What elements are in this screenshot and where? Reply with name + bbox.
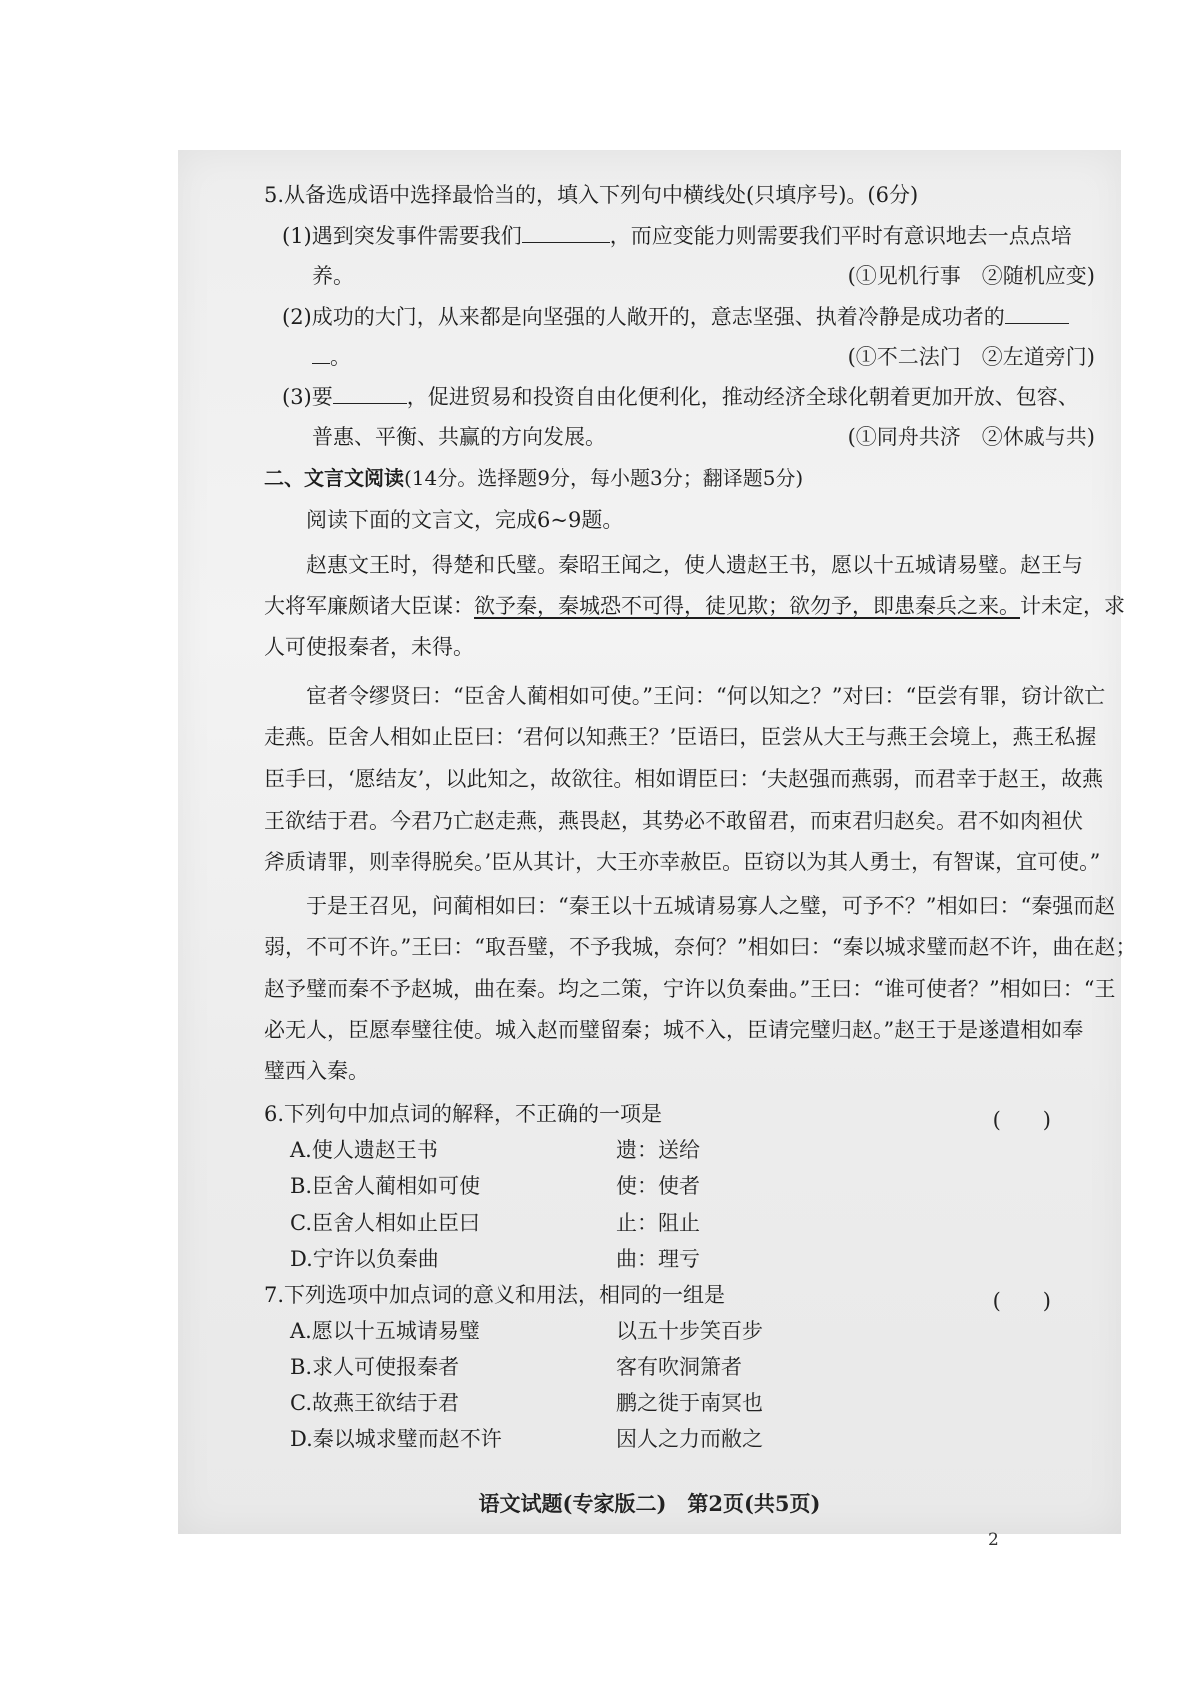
q6-option-b-gloss: 使：使者 — [616, 1174, 700, 1198]
q5-s3-part-a: (3)要 — [282, 385, 333, 409]
q5-s2-options: (①不二法门 ②左道旁门) — [847, 345, 1095, 369]
page-number: 2 — [988, 1530, 999, 1550]
q5-title: 5.从备选成语中选择最恰当的，填入下列句中横线处(只填序号)。(6分) — [264, 183, 919, 207]
passage-underlined-sentence: 欲予秦，秦城恐不可得，徒见欺；欲勿予，即患秦兵之来。 — [474, 594, 1020, 618]
q5-s1-options: (①见机行事 ②随机应变) — [847, 264, 1095, 288]
q7-stem: 7.下列选项中加点词的意义和用法，相同的一组是 — [264, 1283, 726, 1307]
q7-option-c-compare: 鹏之徙于南冥也 — [616, 1391, 763, 1415]
q7-option-a-compare: 以五十步笑百步 — [616, 1319, 763, 1343]
scanned-exam-page — [178, 150, 1137, 1534]
q5-s1-line1 — [282, 221, 1072, 251]
q7-option-d: D.秦以城求璧而赵不许 — [290, 1427, 502, 1451]
passage-p3-l4: 必无人，臣愿奉璧往使。城入赵而璧留秦；城不入，臣请完璧归赵。”赵王于是遂遣相如奉 — [264, 1018, 1084, 1042]
q6-option-d-gloss: 曲：理亏 — [616, 1247, 700, 1271]
q5-s2-line2 — [312, 342, 351, 372]
passage-p3-l1: 于是王召见，问蔺相如曰：“秦王以十五城请易寡人之璧，可予不？”相如曰：“秦强而赵 — [306, 894, 1116, 918]
q5-s3-blank[interactable] — [333, 383, 407, 404]
passage-p1-l2-b: 计未定，求 — [1020, 594, 1125, 618]
q5-s2-part-a: (2)成功的大门，从来都是向坚强的人敞开的，意志坚强、执着冷静是成功者的 — [282, 305, 1005, 329]
q6-option-c: C.臣舍人相如止臣曰 — [290, 1211, 480, 1235]
q7-option-a: A.愿以十五城请易璧 — [290, 1319, 480, 1343]
passage-p2-l3: 臣手曰，‘愿结友’，以此知之，故欲往。相如谓臣曰：‘夫赵强而燕弱，而君幸于赵王，故燕 — [264, 767, 1104, 791]
q6-option-d: D.宁许以负秦曲 — [290, 1247, 439, 1271]
q7-option-b-compare: 客有吹洞箫者 — [616, 1355, 742, 1379]
passage-p1-l2-a: 大将军廉颇诸大臣谋： — [264, 594, 474, 618]
q5-s3-line2: 普惠、平衡、共赢的方向发展。 — [312, 425, 606, 449]
passage-p1-l2 — [264, 591, 1125, 621]
q5-s3-part-b: ，促进贸易和投资自由化便利化，推动经济全球化朝着更加开放、包容、 — [406, 385, 1079, 409]
q7-option-b: B.求人可使报秦者 — [290, 1355, 460, 1379]
q5-s1-blank[interactable] — [522, 222, 610, 243]
q5-s2-line1 — [282, 302, 1069, 332]
q5-s3-options: (①同舟共济 ②休戚与共) — [847, 425, 1095, 449]
q6-answer-paren[interactable]: ( ) — [992, 1108, 1051, 1132]
passage-p2-l1: 宦者令缪贤曰：“臣舍人蔺相如可使。”王问：“何以知之？”对曰：“臣尝有罪，窃计欲亡 — [306, 684, 1106, 708]
passage-p3-l3: 赵予璧而秦不予赵城，曲在秦。均之二策，宁许以负秦曲。”王曰：“谁可使者？”相如曰：“王 — [264, 977, 1116, 1001]
q5-s2-part-c: 。 — [330, 345, 351, 369]
passage-p2-l4: 王欲结于君。今君乃亡赵走燕，燕畏赵，其势必不敢留君，而束君归赵矣。君不如肉袒伏 — [264, 809, 1083, 833]
q5-s3-line1 — [282, 382, 1079, 412]
q6-option-c-gloss: 止：阻止 — [616, 1211, 700, 1235]
q6-option-a-gloss: 遗：送给 — [616, 1138, 700, 1162]
q7-option-c: C.故燕王欲结于君 — [290, 1391, 459, 1415]
page-footer: 语文试题(专家版二) 第2页(共5页) — [478, 1491, 821, 1516]
passage-p3-l2: 弱，不可不许。”王曰：“取吾璧，不予我城，奈何？”相如曰：“秦以城求璧而赵不许，曲在赵； — [264, 935, 1137, 959]
passage-p2-l5: 斧质请罪，则幸得脱矣。’臣从其计，大王亦幸赦臣。臣窃以为其人勇士，有智谋，宜可使。” — [264, 850, 1101, 874]
passage-p1-l1: 赵惠文王时，得楚和氏璧。秦昭王闻之，使人遗赵王书，愿以十五城请易璧。赵王与 — [306, 553, 1083, 577]
passage-p3-l5: 璧西入秦。 — [264, 1059, 369, 1083]
q5-s2-blank-a[interactable] — [1005, 303, 1069, 324]
section2-intro: 阅读下面的文言文，完成6~9题。 — [306, 508, 624, 532]
q7-option-d-compare: 因人之力而敝之 — [616, 1427, 763, 1451]
q7-answer-paren[interactable]: ( ) — [992, 1289, 1051, 1313]
q5-s1-line2: 养。 — [312, 264, 354, 288]
q5-s2-blank-b[interactable] — [312, 343, 330, 364]
section2-heading: 二、文言文阅读 — [264, 466, 404, 490]
section2-heading-note: (14分。选择题9分，每小题3分；翻译题5分) — [404, 466, 804, 490]
passage-p2-l2: 走燕。臣舍人相如止臣曰：‘君何以知燕王？’臣语曰，臣尝从大王与燕王会境上，燕王私握 — [264, 725, 1097, 749]
q5-s1-part-b: ，而应变能力则需要我们平时有意识地去一点点培 — [609, 224, 1072, 248]
q6-option-a: A.使人遗赵王书 — [290, 1138, 438, 1162]
q6-stem: 6.下列句中加点词的解释，不正确的一项是 — [264, 1102, 663, 1126]
section2-header — [264, 463, 803, 493]
q5-s1-part-a: (1)遇到突发事件需要我们 — [282, 224, 522, 248]
passage-p1-l3: 人可使报秦者，未得。 — [264, 635, 474, 659]
q6-option-b: B.臣舍人蔺相如可使 — [290, 1174, 481, 1198]
